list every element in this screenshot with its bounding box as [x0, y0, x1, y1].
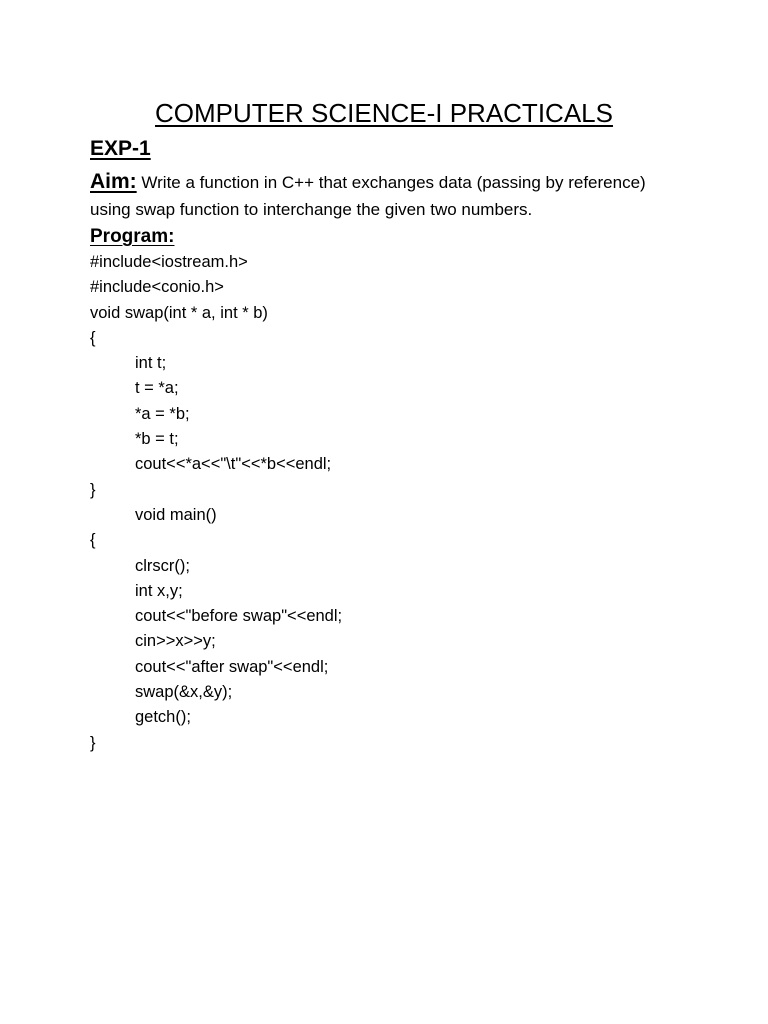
- code-line: swap(&x,&y);: [135, 683, 233, 702]
- aim-text: Write a function in C++ that exchanges data (passing by reference) using swap function to interchange the given two numbers.: [90, 173, 646, 219]
- code-line: t = *a;: [135, 379, 179, 398]
- code-line: #include<iostream.h>: [90, 253, 248, 271]
- code-line: *a = *b;: [135, 404, 190, 423]
- code-line: {: [90, 328, 96, 347]
- page-title: COMPUTER SCIENCE-I PRACTICALS: [155, 98, 613, 128]
- code-line: }: [90, 480, 96, 499]
- code-line: }: [90, 733, 96, 752]
- code-line: cout<<"after swap"<<endl;: [135, 657, 329, 676]
- code-line: *b = t;: [135, 430, 179, 449]
- code-line: void main(): [135, 505, 217, 524]
- code-line: cout<<*a<<"\t"<<*b<<endl;: [135, 455, 332, 474]
- code-line: clrscr();: [135, 556, 190, 575]
- program-heading: Program:: [90, 226, 175, 247]
- code-line: void swap(int * a, int * b): [90, 303, 268, 322]
- code-line: #include<conio.h>: [90, 278, 224, 297]
- code-listing: [90, 250, 342, 756]
- code-line: cin>>x>>y;: [135, 632, 216, 651]
- code-line: int t;: [135, 354, 167, 373]
- aim-paragraph: [90, 168, 690, 223]
- code-line: {: [90, 531, 96, 550]
- experiment-heading: EXP-1: [90, 137, 151, 160]
- code-line: int x,y;: [135, 581, 183, 600]
- code-line: getch();: [135, 708, 191, 727]
- code-line: cout<<"before swap"<<endl;: [135, 607, 343, 626]
- aim-label: Aim:: [90, 170, 137, 193]
